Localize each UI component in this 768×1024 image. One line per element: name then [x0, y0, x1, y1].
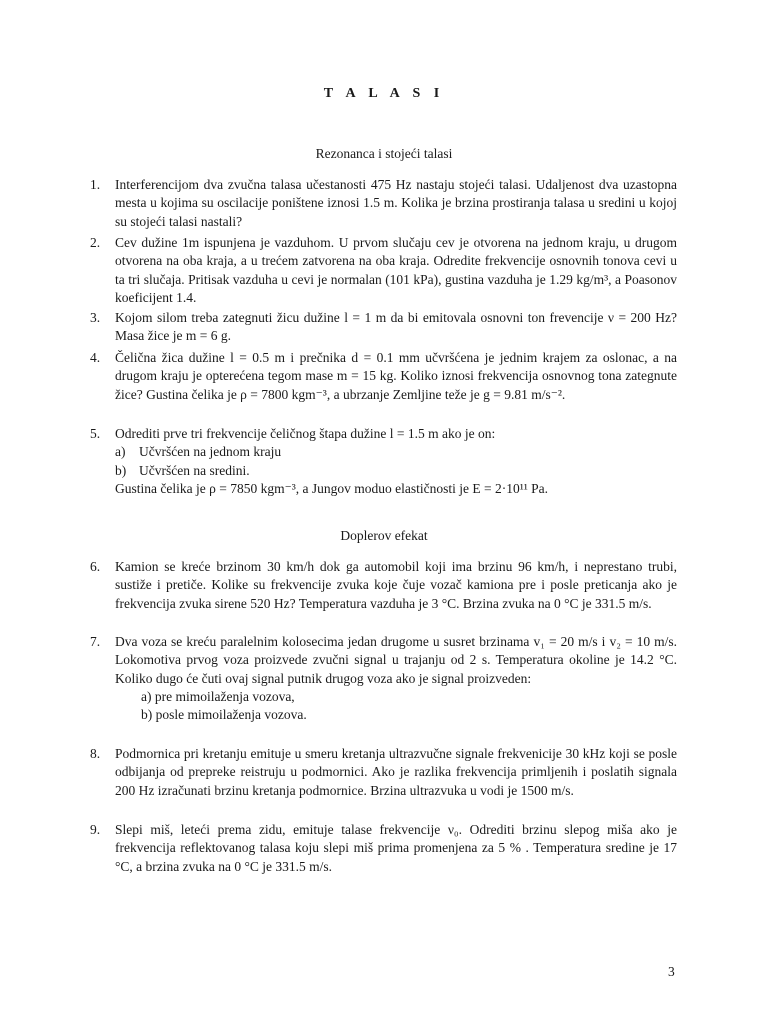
problem-number: 3.	[90, 310, 101, 325]
problem-number: 6.	[90, 559, 101, 574]
problem-number: 4.	[90, 350, 101, 365]
problem-text: Podmornica pri kretanju emituje u smeru kretanja ultrazvučne signale frekvenicije 30 kHz koji se posle odbijanja od prepreke reistruju u podmornici. Ako je razlika frekvencija primljenih i poslatih signala 200 Hz izračunati brzinu kretanja podmornice. Brzina ultrazvuka u vodi je 1500 m/s.	[115, 746, 677, 798]
problem-number: 7.	[90, 634, 101, 649]
problem-text: Interferencijom dva zvučna talasa učestanosti 475 Hz nastaju stojeći talasi. Udaljenost dva uzastopna mesta u kojima su oscilacije poništene iznosi 1.5 m. Kolika je brzina prostiranja talasa u sredini u kojoj su stojeći talasi nastali?	[115, 177, 677, 229]
problem-8	[90, 745, 677, 800]
problem-text: Kojom silom treba zategnuti žicu dužine l = 1 m da bi emitovala osnovni ton frevencije ν = 200 Hz? Masa žice je m = 6 g.	[115, 310, 677, 344]
problem-note: Gustina čelika je ρ = 7850 kgm⁻³, a Jungov moduo elastičnosti je E = 2·10¹¹ Pa.	[115, 480, 549, 496]
page-number: 3	[668, 964, 675, 979]
problem-number: 9.	[90, 822, 101, 837]
sub-item-b: b) posle mimoilaženja vozova.	[141, 707, 307, 723]
problem-1	[90, 176, 677, 231]
section-heading-doppler: Doplerov efekat	[340, 528, 428, 543]
page-title: T A L A S I	[323, 86, 445, 101]
problem-9	[90, 821, 677, 876]
problem-number: 2.	[90, 235, 101, 250]
problem-5	[90, 425, 677, 498]
sub-item-a: a) pre mimoilaženja vozova,	[141, 688, 295, 704]
problem-2	[90, 234, 677, 307]
problem-text: Odrediti prve tri frekvencije čeličnog štapa dužine l = 1.5 m ako je on:	[115, 426, 496, 441]
problem-text: Dva voza se kreću paralelnim kolosecima jedan drugome u susret brzinama v₁ = 20 m/s i v₂ = 10 m/s. Lokomotiva prvog voza proizvede zvučni signal u trajanju od 2 s. Temperatura okoline je 14.2 °C. Koliko dugo će čuti ovaj signal putnik drugog voza ako je signal proizveden:	[115, 634, 677, 686]
problem-text: Cev dužine 1m ispunjena je vazduhom. U prvom slučaju cev je otvorena na jednom kraju, u drugom otvorena na oba kraja, a u trećem zatvorena na oba kraja. Odredite frekvencije osnovnih tonova cevi u ta tri slučaja. Pritisak vazduha u cevi je normalan (101 kPa), gustina vazduha je 1.29 kg/m³, a Poasonov koeficijent 1.4.	[115, 235, 677, 305]
problem-text: Kamion se kreće brzinom 30 km/h dok ga automobil koji ima brzinu 96 km/h, i neprestano trubi, sustiže i pretiče. Kolike su frekvencije zvuka koje čuje vozač kamiona pre i posle preticanja ako je frekvencija zvuka sirene 520 Hz? Temperatura vazduha je 3 °C. Brzina zvuka na 0 °C je 331.5 m/s.	[115, 559, 677, 611]
sub-item-b: b) Učvršćen na sredini.	[115, 462, 250, 478]
problem-7	[90, 633, 677, 724]
sub-item-a: a) Učvršćen na jednom kraju	[115, 444, 282, 460]
problem-4	[90, 349, 677, 404]
problem-number: 5.	[90, 426, 101, 441]
problem-text: Slepi miš, leteći prema zidu, emituje talase frekvencije ν₀. Odrediti brzinu slepog miša ako je frekvencija reflektovanog talasa koju slepi miš prima promenjena za 5 % . Temperatura sredine je 17 °C, a brzina zvuka na 0 °C je 331.5 m/s.	[115, 822, 677, 874]
section-heading-resonance: Rezonanca i stojeći talasi	[315, 146, 453, 161]
problem-number: 1.	[90, 177, 101, 192]
problem-6	[90, 558, 677, 613]
problem-number: 8.	[90, 746, 101, 761]
problem-text: Čelična žica dužine l = 0.5 m i prečnika d = 0.1 mm učvršćena je jednim krajem za oslonac, a na drugom kraju je opterećena tegom mase m = 15 kg. Koliko iznosi frekvencija osnovnog tona zategnute žice? Gustina čelika je ρ = 7800 kgm⁻³, a ubrzanje Zemljine teže je g = 9.81 m/s⁻².	[115, 350, 677, 402]
problem-3	[90, 309, 677, 346]
